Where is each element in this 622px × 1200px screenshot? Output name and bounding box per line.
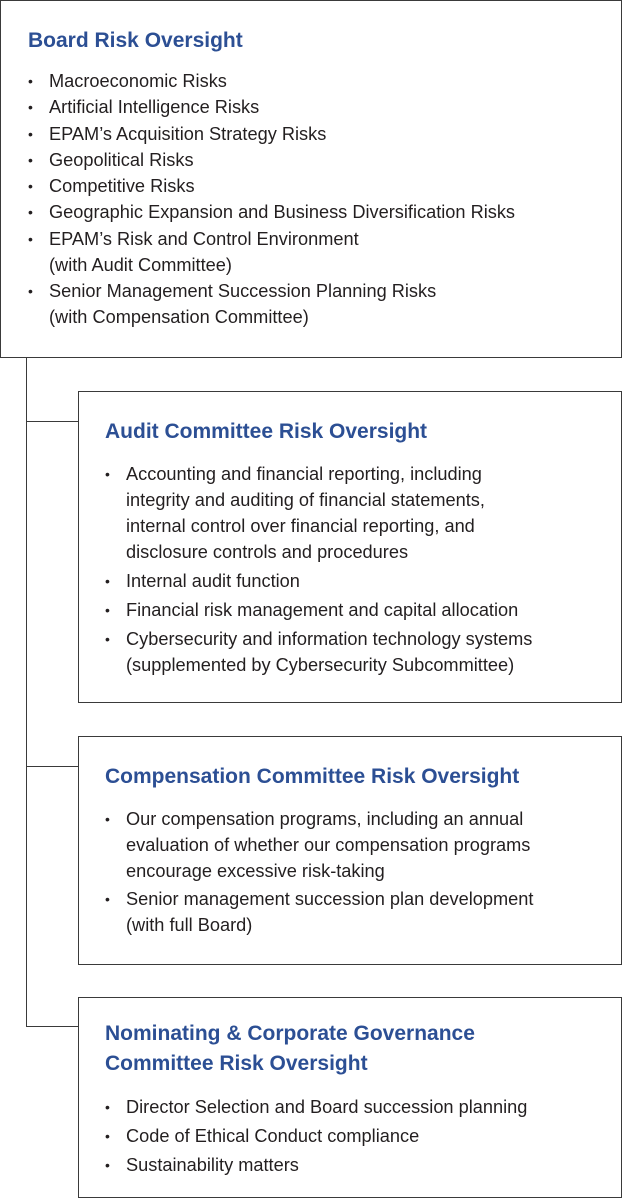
- list-item: [28, 121, 515, 147]
- list-item-text: Accounting and financial reporting, including: [126, 464, 482, 484]
- nominating-title-line-1: Nominating & Corporate Governance: [105, 1022, 475, 1045]
- nominating-committee-list: [105, 1094, 527, 1181]
- list-item-text: (with Audit Committee): [49, 254, 232, 275]
- list-item: [28, 94, 515, 120]
- list-item-text: integrity and auditing of financial statements,: [126, 490, 485, 510]
- bullet-icon: •: [105, 811, 110, 827]
- bullet-icon: •: [105, 631, 110, 647]
- bullet-icon: •: [28, 125, 33, 142]
- list-item: [105, 1123, 527, 1149]
- bullet-icon: •: [105, 466, 110, 482]
- bullet-icon: •: [105, 602, 110, 618]
- bullet-icon: •: [28, 73, 33, 89]
- list-item-text: Internal audit function: [126, 571, 300, 591]
- list-item-text: evaluation of whether our compensation programs: [126, 835, 531, 855]
- list-item: [105, 1094, 527, 1120]
- list-item: [28, 278, 515, 330]
- list-item-text: Our compensation programs, including an annual: [126, 809, 524, 829]
- connector-audit: [26, 421, 78, 422]
- board-risk-box: [0, 0, 622, 358]
- bullet-icon: •: [28, 99, 33, 116]
- compensation-committee-title: Compensation Committee Risk Oversight: [105, 765, 520, 788]
- list-item-text: EPAM’s Acquisition Strategy Risks: [49, 123, 327, 144]
- list-item: [28, 173, 515, 199]
- audit-committee-box: [78, 391, 622, 703]
- tree-trunk-line: [26, 357, 27, 1027]
- list-item-text: Sustainability matters: [126, 1155, 299, 1175]
- list-item-text: internal control over financial reporting, and: [126, 516, 475, 536]
- list-item-text: (with Compensation Committee): [49, 307, 309, 328]
- list-item: [105, 597, 532, 623]
- connector-nominating: [26, 1026, 78, 1027]
- compensation-committee-box: [78, 736, 622, 965]
- list-item-text: encourage excessive risk-taking: [126, 861, 385, 881]
- bullet-icon: •: [105, 1099, 110, 1115]
- list-item-text: Artificial Intelligence Risks: [49, 97, 260, 118]
- bullet-icon: •: [105, 1157, 110, 1173]
- bullet-icon: •: [105, 891, 110, 907]
- bullet-icon: •: [28, 204, 33, 221]
- audit-committee-title: Audit Committee Risk Oversight: [105, 420, 428, 443]
- list-item: [105, 568, 532, 594]
- nominating-committee-box: [78, 997, 622, 1198]
- list-item-text: Competitive Risks: [49, 176, 195, 197]
- board-risk-title: Board Risk Oversight: [28, 29, 243, 52]
- nominating-committee-title: [105, 1019, 475, 1079]
- list-item-text: Director Selection and Board succession planning: [126, 1097, 528, 1117]
- list-item: [105, 461, 532, 565]
- list-item: [105, 1152, 527, 1178]
- board-risk-list: [28, 68, 515, 330]
- list-item: [28, 199, 515, 225]
- bullet-icon: •: [28, 178, 33, 195]
- list-item-text: Senior Management Succession Planning Risks: [49, 281, 437, 302]
- list-item-text: Financial risk management and capital allocation: [126, 600, 519, 620]
- nominating-title-line-2: Committee Risk Oversight: [105, 1052, 368, 1075]
- list-item-text: Geopolitical Risks: [49, 149, 194, 170]
- bullet-icon: •: [28, 283, 33, 300]
- list-item-text: Macroeconomic Risks: [49, 71, 227, 91]
- bullet-icon: •: [28, 230, 33, 247]
- list-item-text: EPAM’s Risk and Control Environment: [49, 228, 359, 249]
- list-item: [28, 68, 515, 94]
- bullet-icon: •: [105, 1128, 110, 1144]
- list-item: [28, 226, 515, 278]
- audit-committee-list: [105, 461, 532, 681]
- bullet-icon: •: [28, 151, 33, 168]
- list-item-text: Code of Ethical Conduct compliance: [126, 1126, 420, 1146]
- list-item: [28, 147, 515, 173]
- list-item: [105, 886, 533, 938]
- list-item-text: Cybersecurity and information technology systems: [126, 629, 533, 649]
- compensation-committee-list: [105, 806, 533, 940]
- list-item-text: disclosure controls and procedures: [126, 542, 409, 562]
- list-item-text: Senior management succession plan development: [126, 889, 534, 909]
- connector-compensation: [26, 766, 78, 767]
- list-item: [105, 806, 533, 884]
- bullet-icon: •: [105, 573, 110, 589]
- list-item-text: (supplemented by Cybersecurity Subcommittee): [126, 655, 515, 675]
- list-item-text: Geographic Expansion and Business Diversification Risks: [49, 202, 516, 223]
- list-item: [105, 626, 532, 678]
- list-item-text: (with full Board): [126, 915, 253, 935]
